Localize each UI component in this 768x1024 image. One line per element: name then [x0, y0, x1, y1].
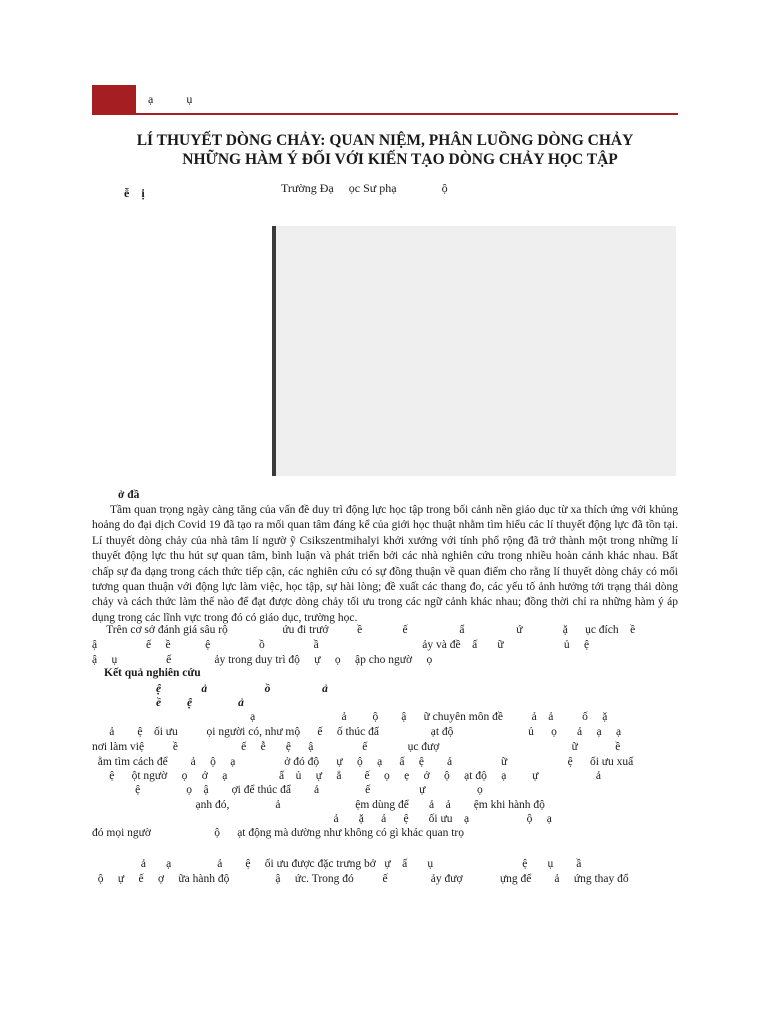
- paper-title-line-2: NHỮNG HÀM Ý ĐỐI VỚI KIẾN TẠO DÒNG CHẢY HỌC TẬP: [182, 151, 618, 168]
- intro-line-c: ậ ụ ế ảy trong duy trì độ ự ọ ập cho ngườ ọ: [92, 654, 433, 666]
- author-affiliation: Trường Đạ ọc Sư phạ ộ: [281, 181, 448, 195]
- results-line-11: ộ ự ế ợ ữa hành độ ậ ức. Trong đó ế ảy đượ ựng để ả ứng thay đổ: [92, 873, 629, 885]
- results-line-7: ạnh đó, ả ệm dùng để ả ả ệm khi hành độ: [92, 799, 545, 811]
- intro-heading: ở đầ: [118, 489, 140, 501]
- abstract-box: [272, 226, 676, 476]
- results-line-4: ằm tìm cách để ả ộ ạ ở đó độ ự ộ ạ ấ ệ ả ữ ệ ối ưu xuấ: [92, 756, 634, 768]
- header-color-block: [92, 85, 136, 115]
- results-line-1: ạ ả ộ ậ ữ chuyên môn đề ả ả ố ặ: [92, 711, 608, 723]
- results-line-10: ả ạ ả ệ ối ưu được đặc trưng bở ự ấ ụ ệ ụ ầ: [92, 858, 582, 870]
- results-line-5: ệ ột ngườ ọ ở ạ ẩ ủ ự ẳ ế ọ ẹ ở ộ ạt độ ạ ự ả: [92, 770, 602, 782]
- results-subheading-2: ề ệ ả: [156, 697, 244, 709]
- paper-title-line-1: LÍ THUYẾT DÒNG CHẢY: QUAN NIỆM, PHÂN LUỒNG DÒNG CHẢY: [136, 132, 634, 149]
- results-heading: Kết quả nghiên cứu: [104, 667, 201, 679]
- intro-line-a: Trên cơ sở đánh giá sâu rộ ứu đi trướ ề ế ẩ ứ ặ ục đích ề: [92, 624, 636, 636]
- running-header: ạ ụ: [148, 92, 193, 106]
- header-rule: [92, 113, 678, 115]
- author-names: ễ ị: [124, 186, 145, 200]
- intro-paragraph: [92, 503, 678, 626]
- intro-line-b: ậ ế ề ệ ồ ầ ảy và đề ấ ữ ủ ệ: [92, 639, 590, 651]
- intro-body: Tầm quan trọng ngày càng tăng của vấn đề duy trì động lực học tập trong bối cảnh nền giáo dục từ xa thích ứng với khủng hoảng do đại dịch Covid 19 đã tạo ra mối quan tâm đáng kể của giới học thuật nhằm tìm hiểu các lí thuyết động lực đã tồn tại. Lí thuyết dòng chảy của nhà tâm lí ngườ ỹ Csikszentmihalyi khởi xướng với tính phổ rộng đã trở thành một trong những lí thuyết động lực thu hút sự quan tâm, bình luận và phát triển bởi các nhà nghiên cứu trong nhiều hoàn cảnh khác nhau. Bất chấp sự đa dạng trong cách thức tiếp cận, các nghiên cứu có sự đồng thuận về quan điểm cho rằng lí thuyết dòng chảy có mối tương quan thuận với động lực làm việc, học tập, sự hài lòng; đề xuất các thang đo, các yếu tố ảnh hưởng tới trạng thái dòng chảy và cách thức làm thế nào để đạt được dòng chảy tối ưu trong các ngữ cảnh khác nhau; đồng thời chỉ ra những hàm ý áp dụng trong các lĩnh vực trong đó có giáo dục, trường học.: [92, 504, 678, 624]
- results-line-6: ệ ọ ậ ợi để thúc đẩ ả ế ự ọ: [92, 784, 483, 796]
- results-line-8: ả ặ ả ệ ối ưu ạ ộ ạ: [92, 813, 552, 825]
- results-line-2: ả ệ ối ưu ọi người có, như mộ ế ố thúc đẩ ạt độ ủ ọ ả ạ ạ: [92, 726, 622, 738]
- results-subheading-1: ệ ả ồ ả: [156, 683, 328, 695]
- results-line-9: đó mọi ngườ ộ ạt động mà dường như không có gì khác quan trọ: [92, 827, 464, 839]
- results-line-3: nơi làm việ ề ế ễ ệ ậ ế ục đượ ữ ề: [92, 741, 621, 753]
